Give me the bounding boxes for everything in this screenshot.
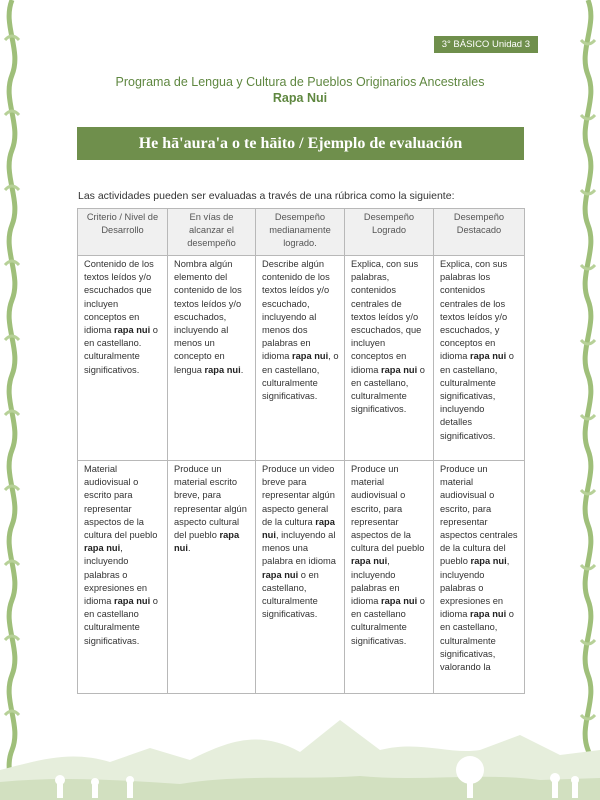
- header-en-vias: En vías de alcanzar el desempeño: [168, 209, 256, 256]
- program-header: [0, 74, 600, 106]
- header-logrado: Desempeño Logrado: [345, 209, 434, 256]
- section-title-banner: He hā'aura'a o te hāito / Ejemplo de evaluación: [77, 127, 524, 160]
- table-cell: Produce un material audiovisual o escrito, para representar aspectos de la cultura del pueblo rapa nui, incluyendo palabras en idioma rapa nui o en castellano culturalmente significativas.: [345, 461, 434, 694]
- table-cell: Material audiovisual o escrito para representar aspectos de la cultura del pueblo rapa nui, incluyendo palabras o expresiones en idioma rapa nui o en castellano culturalmente significativas.: [78, 461, 168, 694]
- table-cell: Produce un material escrito breve, para representar algún aspecto cultural del pueblo rapa nui.: [168, 461, 256, 694]
- rubric-table: [77, 208, 525, 694]
- rubric-header-row: [78, 209, 525, 256]
- header-medianamente: Desempeño medianamente logrado.: [256, 209, 345, 256]
- header-criterio: Criterio / Nivel de Desarrollo: [78, 209, 168, 256]
- table-row: [78, 461, 525, 694]
- grade-unit-tab: 3° BÁSICO Unidad 3: [434, 36, 538, 53]
- landscape-illustration: [0, 710, 600, 800]
- table-cell: Explica, con sus palabras, contenidos centrales de textos leídos y/o escuchados, que incluyen conceptos en idioma rapa nui o en castellano, culturalmente significativos.: [345, 256, 434, 461]
- table-cell: Produce un material audiovisual o escrito, para representar aspectos centrales de la cultura del pueblo rapa nui, incluyendo palabras o expresiones en idioma rapa nui o en castellano, culturalmente significativas, valorando la: [434, 461, 525, 694]
- table-cell: Contenido de los textos leídos y/o escuchados que incluyen conceptos en idioma rapa nui o en castellano. culturalmente significativos.: [78, 256, 168, 461]
- program-title: Programa de Lengua y Cultura de Pueblos Originarios Ancestrales: [115, 75, 485, 89]
- table-cell: Nombra algún elemento del contenido de los textos leídos y/o escuchados, incluyendo al menos un concepto en lengua rapa nui.: [168, 256, 256, 461]
- table-cell: Explica, con sus palabras los contenidos centrales de los textos leídos y/o escuchados, y conceptos en idioma rapa nui o en castellano, culturalmente significativas, incluyendo detalles significativos.: [434, 256, 525, 461]
- table-cell: Describe algún contenido de los textos leídos y/o escuchado, incluyendo al menos dos palabras en idioma rapa nui, o en castellano, culturalmente significativas.: [256, 256, 345, 461]
- header-destacado: Desempeño Destacado: [434, 209, 525, 256]
- right-ornament-border: [576, 0, 600, 800]
- intro-text: Las actividades pueden ser evaluadas a través de una rúbrica como la siguiente:: [78, 190, 455, 202]
- left-ornament-border: [0, 0, 24, 800]
- program-subtitle: Rapa Nui: [272, 91, 328, 105]
- table-row: [78, 256, 525, 461]
- table-cell: Produce un video breve para representar algún aspecto general de la cultura rapa nui, incluyendo al menos una palabra en idioma rapa nui o en castellano, culturalmente significativas.: [256, 461, 345, 694]
